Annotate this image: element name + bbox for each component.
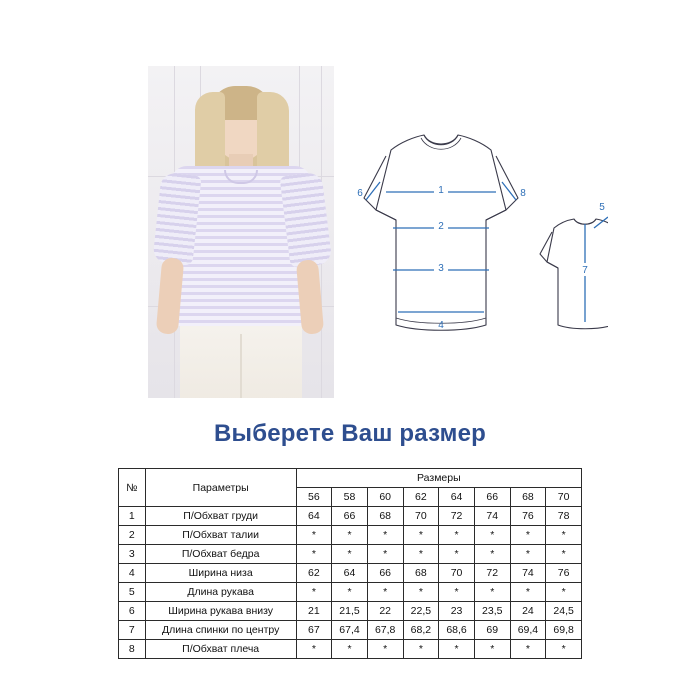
label-6: 6 xyxy=(357,188,363,199)
page-title: Выберете Ваш размер xyxy=(213,420,486,447)
row-value: * xyxy=(510,526,546,545)
row-parameter: П/Обхват плеча xyxy=(145,640,296,659)
row-value: * xyxy=(474,583,510,602)
row-value: * xyxy=(296,583,332,602)
size-col-1: 58 xyxy=(332,488,368,507)
size-table xyxy=(118,468,582,659)
table-row xyxy=(119,640,582,659)
row-value: * xyxy=(296,545,332,564)
row-number: 5 xyxy=(119,583,146,602)
row-parameter: П/Обхват талии xyxy=(145,526,296,545)
row-value: * xyxy=(474,526,510,545)
row-value: 74 xyxy=(510,564,546,583)
row-value: 22 xyxy=(367,602,403,621)
row-value: 66 xyxy=(332,507,368,526)
row-number: 1 xyxy=(119,507,146,526)
size-col-2: 60 xyxy=(367,488,403,507)
table-row xyxy=(119,507,582,526)
row-value: 67,8 xyxy=(367,621,403,640)
row-value: 22,5 xyxy=(403,602,439,621)
table-row xyxy=(119,583,582,602)
table-row xyxy=(119,621,582,640)
row-value: 23,5 xyxy=(474,602,510,621)
row-value: * xyxy=(332,583,368,602)
size-table-head xyxy=(119,469,582,507)
row-value: * xyxy=(332,640,368,659)
model-figure xyxy=(148,66,334,398)
row-value: 64 xyxy=(296,507,332,526)
size-col-6: 68 xyxy=(510,488,546,507)
size-col-7: 70 xyxy=(546,488,582,507)
size-table-body xyxy=(119,507,582,659)
table-row xyxy=(119,545,582,564)
row-number: 8 xyxy=(119,640,146,659)
row-value: * xyxy=(439,583,475,602)
label-7: 7 xyxy=(582,265,588,276)
size-col-3: 62 xyxy=(403,488,439,507)
row-value: * xyxy=(403,583,439,602)
row-value: * xyxy=(546,526,582,545)
label-5: 5 xyxy=(599,202,605,213)
row-value: 62 xyxy=(296,564,332,583)
row-value: * xyxy=(546,545,582,564)
row-value: 66 xyxy=(367,564,403,583)
model-photo xyxy=(148,66,334,398)
row-value: 74 xyxy=(474,507,510,526)
row-number: 4 xyxy=(119,564,146,583)
row-number: 2 xyxy=(119,526,146,545)
row-value: * xyxy=(403,526,439,545)
row-value: * xyxy=(546,583,582,602)
technical-drawing xyxy=(346,120,608,360)
row-parameter: Длина рукава xyxy=(145,583,296,602)
row-value: 70 xyxy=(439,564,475,583)
technical-drawing-svg xyxy=(346,120,608,360)
row-value: 24 xyxy=(510,602,546,621)
back-underarm-left xyxy=(547,262,558,268)
front-neckline xyxy=(424,135,458,145)
row-parameter: П/Обхват бедра xyxy=(145,545,296,564)
row-value: 64 xyxy=(332,564,368,583)
row-value: * xyxy=(296,526,332,545)
row-value: * xyxy=(510,640,546,659)
row-value: 68 xyxy=(403,564,439,583)
table-header-row-top xyxy=(119,469,582,488)
row-value: 24,5 xyxy=(546,602,582,621)
front-measure-lines xyxy=(366,182,516,312)
row-value: 76 xyxy=(510,507,546,526)
label-4: 4 xyxy=(438,320,444,331)
row-value: 72 xyxy=(474,564,510,583)
row-value: 76 xyxy=(546,564,582,583)
row-value: 21 xyxy=(296,602,332,621)
row-value: 69,8 xyxy=(546,621,582,640)
row-value: 78 xyxy=(546,507,582,526)
table-row xyxy=(119,602,582,621)
size-table-wrapper xyxy=(118,468,582,659)
back-body-outline xyxy=(547,219,608,329)
row-value: * xyxy=(332,526,368,545)
row-value: * xyxy=(474,640,510,659)
trousers-seam xyxy=(240,334,242,398)
row-value: * xyxy=(296,640,332,659)
row-value: 70 xyxy=(403,507,439,526)
row-value: * xyxy=(332,545,368,564)
size-col-0: 56 xyxy=(296,488,332,507)
header-number: № xyxy=(119,469,146,507)
row-value: * xyxy=(439,526,475,545)
row-number: 6 xyxy=(119,602,146,621)
row-parameter: Ширина низа xyxy=(145,564,296,583)
row-value: * xyxy=(403,640,439,659)
row-value: * xyxy=(510,545,546,564)
label-1: 1 xyxy=(438,185,444,196)
table-row xyxy=(119,526,582,545)
row-value: 23 xyxy=(439,602,475,621)
row-value: 69,4 xyxy=(510,621,546,640)
front-underarm-left xyxy=(376,210,396,220)
row-parameter: П/Обхват груди xyxy=(145,507,296,526)
row-value: * xyxy=(367,545,403,564)
row-number: 3 xyxy=(119,545,146,564)
label-8: 8 xyxy=(520,188,526,199)
row-number: 7 xyxy=(119,621,146,640)
label-2: 2 xyxy=(438,221,444,232)
row-value: 68,6 xyxy=(439,621,475,640)
table-row xyxy=(119,564,582,583)
row-value: * xyxy=(367,640,403,659)
size-col-4: 64 xyxy=(439,488,475,507)
row-value: * xyxy=(367,583,403,602)
row-value: * xyxy=(510,583,546,602)
row-value: 67,4 xyxy=(332,621,368,640)
row-value: 69 xyxy=(474,621,510,640)
row-value: * xyxy=(546,640,582,659)
header-parameters: Параметры xyxy=(145,469,296,507)
front-underarm-right xyxy=(486,210,506,220)
row-value: 72 xyxy=(439,507,475,526)
row-parameter: Ширина рукава внизу xyxy=(145,602,296,621)
size-col-5: 66 xyxy=(474,488,510,507)
front-body-outline xyxy=(376,135,506,330)
row-value: 68 xyxy=(367,507,403,526)
back-neckline xyxy=(574,219,596,224)
row-value: * xyxy=(439,545,475,564)
row-value: * xyxy=(474,545,510,564)
label-3: 3 xyxy=(438,263,444,274)
row-value: * xyxy=(367,526,403,545)
row-parameter: Длина спинки по центру xyxy=(145,621,296,640)
row-value: 68,2 xyxy=(403,621,439,640)
row-value: * xyxy=(439,640,475,659)
row-value: * xyxy=(403,545,439,564)
header-sizes: Размеры xyxy=(296,469,581,488)
row-value: 21,5 xyxy=(332,602,368,621)
row-value: 67 xyxy=(296,621,332,640)
